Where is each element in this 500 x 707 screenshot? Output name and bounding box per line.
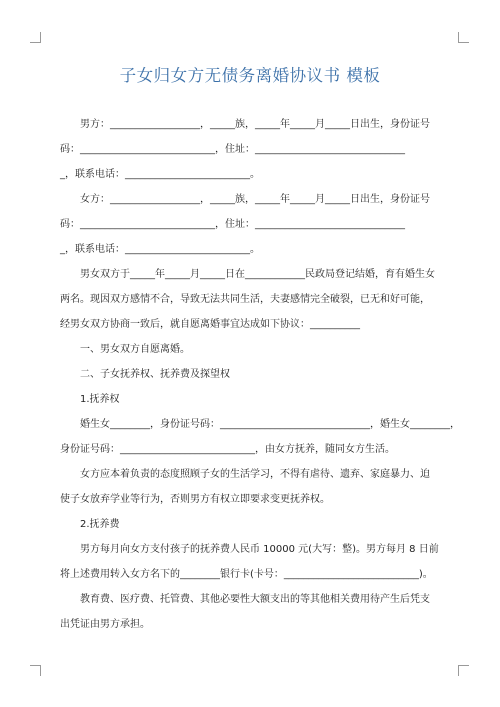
text-line: 码：___________________________，住址：______________________________: [60, 219, 405, 230]
text-line: 一、男女双方自愿离婚。: [80, 344, 190, 355]
text-line: _，联系电话：_________________________。: [60, 169, 260, 180]
crop-mark-bottom-right: [458, 665, 469, 676]
text-line: 使子女放弃学业等行为，否则男方有权立即要求变更抚养权。: [60, 494, 330, 505]
text-line: 码：___________________________，住址：______________________________: [60, 144, 405, 155]
text-line: 两名。现因双方感情不合，导致无法共同生活，夫妻感情完全破裂，已无和好可能，: [60, 294, 430, 305]
document-title: 子女归女方无债务离婚协议书 模板: [119, 66, 381, 85]
text-line: 男方每月向女方支付孩子的抚养费人民币 10000 元(大写：整)。男方每月 8 日前: [80, 544, 439, 555]
crop-mark-top-right: [458, 32, 469, 43]
text-line: 教育费、医疗费、托管费、其他必要性大额支出的等其他相关费用待产生后凭支: [80, 594, 430, 605]
document-body: [60, 112, 460, 637]
text-line: 女方：__________________，_____族，_____年_____月_____日出生，身份证号: [80, 194, 430, 205]
crop-mark-bottom-left: [30, 665, 41, 676]
text-line: 二、子女抚养权、抚养费及探望权: [80, 369, 230, 380]
text-line: 婚生女________，身份证号码：______________________________，婚生女________，: [80, 419, 460, 430]
text-line: 身份证号码：___________________________，由女方抚养，随同女方生活。: [60, 444, 395, 455]
text-line: 经男女双方协商一致后，就自愿离婚事宜达成如下协议：__________: [60, 319, 360, 330]
crop-mark-top-left: [30, 32, 41, 43]
text-line: 女方应本着负责的态度照顾子女的生活学习，不得有虐待、遗弃、家庭暴力、迫: [80, 469, 430, 480]
text-line: 将上述费用转入女方名下的________银行卡(卡号：___________________________)。: [60, 569, 433, 580]
text-line: 男方：__________________，_____族，_____年_____月_____日出生，身份证号: [80, 119, 430, 130]
text-line: 男女双方于_____年_____月_____日在____________民政局登记结婚，育有婚生女: [80, 269, 435, 280]
text-line: _，联系电话：_________________________。: [60, 244, 260, 255]
text-line: 出凭证由男方承担。: [60, 619, 150, 630]
text-line: 2.抚养费: [80, 519, 120, 530]
text-line: 1.抚养权: [80, 394, 120, 405]
